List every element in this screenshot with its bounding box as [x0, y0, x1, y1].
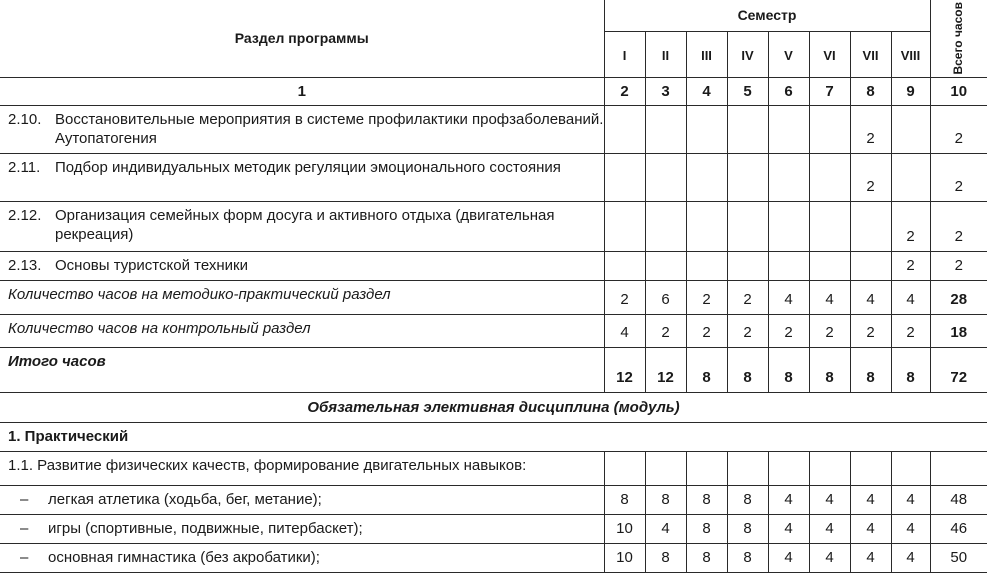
- cell-value: 4: [768, 543, 809, 572]
- row-code: 2.13.: [8, 256, 42, 274]
- cell-value: [768, 251, 809, 280]
- cell-total: 28: [930, 280, 987, 314]
- cell-value: [645, 251, 686, 280]
- semester-header: Семестр: [604, 0, 930, 31]
- table-row: [0, 451, 987, 485]
- cell-value: [604, 105, 645, 153]
- cell-total: 18: [930, 314, 987, 347]
- cell-value: [645, 105, 686, 153]
- table-row: [0, 105, 987, 153]
- column-number: 10: [930, 77, 987, 105]
- cell-value: [604, 251, 645, 280]
- cell-value: 4: [809, 543, 850, 572]
- row-text: Основы туристской техники: [55, 256, 248, 274]
- cell-value: [604, 201, 645, 251]
- row-text: игры (спортивные, подвижные, питербаскет);: [48, 520, 363, 537]
- cell-value: 2: [891, 201, 930, 251]
- cell-total: 48: [930, 485, 987, 514]
- section-header: Раздел программы: [0, 0, 604, 77]
- practical-sub: 1.1. Развитие физических качеств, формирование двигательных навыков:: [0, 451, 604, 485]
- cell-value: 4: [809, 485, 850, 514]
- cell-value: 8: [686, 514, 727, 543]
- cell-total: 72: [930, 347, 987, 392]
- cell-value: [768, 105, 809, 153]
- row-text: Организация семейных форм досуга и активного отдыха (двигательная рекреация): [55, 206, 555, 243]
- cell-value: 8: [891, 347, 930, 392]
- cell-value: [768, 201, 809, 251]
- cell-value: [891, 105, 930, 153]
- cell-value: 4: [768, 280, 809, 314]
- column-number: 5: [727, 77, 768, 105]
- cell-value: 2: [727, 314, 768, 347]
- row-code: 2.10.: [8, 110, 42, 128]
- table-row: [0, 314, 987, 347]
- cell-value: [645, 201, 686, 251]
- row-text: основная гимнастика (без акробатики);: [48, 549, 320, 566]
- cell-value: [891, 153, 930, 201]
- cell-value: [686, 201, 727, 251]
- cell-value: 10: [604, 543, 645, 572]
- row-text: Количество часов на методико-практический раздел: [0, 280, 604, 314]
- row-text: Восстановительные мероприятия в системе профилактики профзаболеваний. Аутопатогения: [55, 110, 604, 147]
- cell-value: 4: [768, 485, 809, 514]
- cell-value: 8: [686, 543, 727, 572]
- cell-value: [809, 105, 850, 153]
- column-number: 7: [809, 77, 850, 105]
- row-code: 2.11.: [8, 158, 41, 176]
- cell-value: [850, 201, 891, 251]
- cell-value: 4: [891, 485, 930, 514]
- cell-value: 8: [645, 543, 686, 572]
- cell-value: 4: [809, 514, 850, 543]
- cell-value: [727, 105, 768, 153]
- table-row: [0, 514, 987, 543]
- cell-total: 46: [930, 514, 987, 543]
- cell-value: [809, 201, 850, 251]
- cell-value: 12: [645, 347, 686, 392]
- row-text: легкая атлетика (ходьба, бег, метание);: [48, 491, 322, 508]
- cell-value: [686, 251, 727, 280]
- semester-label: II: [645, 31, 686, 77]
- cell-total: 2: [930, 105, 987, 153]
- cell-value: 8: [727, 347, 768, 392]
- cell-value: 8: [727, 543, 768, 572]
- cell-value: [809, 153, 850, 201]
- row-text: Количество часов на контрольный раздел: [0, 314, 604, 347]
- semester-label: IV: [727, 31, 768, 77]
- cell-value: 2: [686, 314, 727, 347]
- cell-value: 4: [645, 514, 686, 543]
- cell-value: [727, 153, 768, 201]
- cell-value: 8: [686, 485, 727, 514]
- cell-value: 8: [645, 485, 686, 514]
- cell-value: 4: [850, 543, 891, 572]
- semester-label: VIII: [891, 31, 930, 77]
- cell-value: 4: [891, 280, 930, 314]
- cell-value: 2: [645, 314, 686, 347]
- cell-value: 2: [850, 153, 891, 201]
- cell-value: 2: [891, 251, 930, 280]
- semester-label: III: [686, 31, 727, 77]
- cell-value: 2: [809, 314, 850, 347]
- cell-total: 2: [930, 201, 987, 251]
- cell-value: 4: [809, 280, 850, 314]
- cell-value: 8: [850, 347, 891, 392]
- practical-title: 1. Практический: [0, 422, 987, 451]
- cell-value: 2: [686, 280, 727, 314]
- cell-value: 2: [850, 314, 891, 347]
- cell-value: 8: [686, 347, 727, 392]
- row-text: Подбор индивидуальных методик регуляции эмоционального состояния: [55, 158, 561, 176]
- cell-value: [604, 153, 645, 201]
- cell-total: 2: [930, 153, 987, 201]
- cell-value: [768, 153, 809, 201]
- cell-value: [645, 153, 686, 201]
- cell-value: 4: [891, 543, 930, 572]
- column-number: 9: [891, 77, 930, 105]
- cell-value: [809, 251, 850, 280]
- cell-value: 4: [850, 485, 891, 514]
- semester-label: V: [768, 31, 809, 77]
- cell-value: 8: [727, 514, 768, 543]
- cell-value: 4: [891, 514, 930, 543]
- cell-value: [727, 201, 768, 251]
- cell-value: 4: [850, 514, 891, 543]
- cell-value: 2: [850, 105, 891, 153]
- row-text: Итого часов: [0, 347, 604, 392]
- cell-value: 6: [645, 280, 686, 314]
- table-row: [0, 485, 987, 514]
- semester-label: VII: [850, 31, 891, 77]
- column-number: 3: [645, 77, 686, 105]
- semester-label: I: [604, 31, 645, 77]
- column-number: 4: [686, 77, 727, 105]
- table-row: [0, 347, 987, 392]
- cell-value: 4: [604, 314, 645, 347]
- cell-total: 50: [930, 543, 987, 572]
- cell-value: [686, 153, 727, 201]
- semester-label: VI: [809, 31, 850, 77]
- cell-value: 2: [727, 280, 768, 314]
- table-row: [0, 201, 987, 251]
- column-number: 1: [0, 77, 604, 105]
- cell-value: 8: [768, 347, 809, 392]
- cell-value: [850, 251, 891, 280]
- column-number: 2: [604, 77, 645, 105]
- cell-value: 8: [727, 485, 768, 514]
- cell-value: 4: [768, 514, 809, 543]
- dash-bullet: –: [20, 520, 29, 537]
- cell-value: [727, 251, 768, 280]
- total-header-text: Всего часов: [951, 1, 966, 75]
- row-code: 2.12.: [8, 206, 42, 224]
- total-header: [930, 0, 987, 77]
- dash-bullet: –: [20, 491, 29, 508]
- table-row: [0, 280, 987, 314]
- table-row: [0, 543, 987, 572]
- column-number: 6: [768, 77, 809, 105]
- cell-value: 2: [891, 314, 930, 347]
- cell-value: 2: [604, 280, 645, 314]
- cell-value: 2: [768, 314, 809, 347]
- cell-value: 8: [809, 347, 850, 392]
- column-number: 8: [850, 77, 891, 105]
- elective-title: Обязательная элективная дисциплина (модуль): [0, 392, 987, 422]
- cell-value: 4: [850, 280, 891, 314]
- table-row: [0, 153, 987, 201]
- dash-bullet: –: [20, 549, 29, 566]
- cell-value: 8: [604, 485, 645, 514]
- cell-value: 12: [604, 347, 645, 392]
- cell-value: [686, 105, 727, 153]
- cell-value: 10: [604, 514, 645, 543]
- table-row: [0, 251, 987, 280]
- cell-total: 2: [930, 251, 987, 280]
